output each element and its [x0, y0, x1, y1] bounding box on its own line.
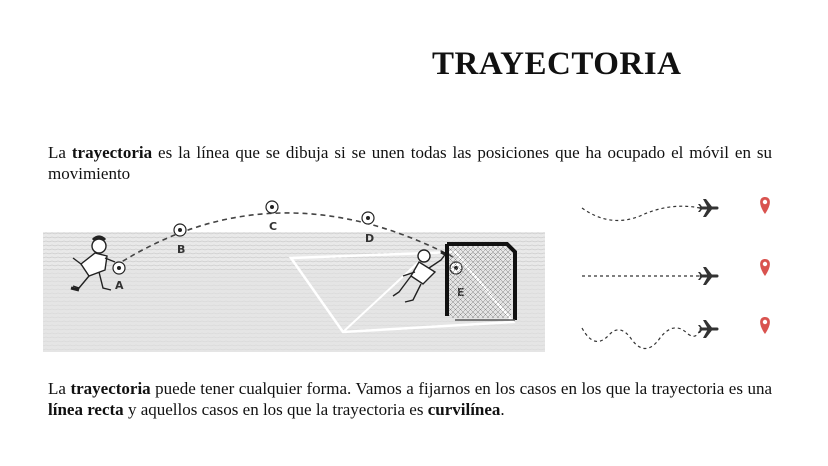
closing-text-2: puede tener cualquier forma. Vamos a fijarnos en los casos en los que la trayectoria es una: [150, 379, 772, 398]
closing-text-4: .: [500, 400, 505, 419]
location-pin-icon: [760, 259, 770, 276]
closing-text-1: La: [48, 379, 71, 398]
page-title: TRAYECTORIA: [432, 46, 682, 82]
wavy-path-row: [582, 317, 770, 349]
airplane-icon: [698, 320, 717, 338]
point-label-a: A: [115, 279, 124, 292]
airplane-icon: [698, 199, 717, 217]
trajectory-types-illustration: [570, 188, 790, 358]
ball-c: [266, 201, 278, 213]
intro-text-start: La: [48, 143, 72, 162]
closing-term-linea-recta: línea recta: [48, 400, 124, 419]
location-pin-icon: [760, 197, 770, 214]
intro-text-rest: es la línea que se dibuja si se unen todas las posiciones que ha ocupado el móvil en su movimiento: [48, 143, 772, 183]
point-label-d: D: [365, 232, 375, 245]
intro-term: trayectoria: [71, 143, 153, 162]
closing-term-trayectoria: trayectoria: [70, 379, 151, 398]
airplane-icon: [698, 267, 717, 285]
location-pin-icon: [760, 317, 770, 334]
soccer-trajectory-illustration: [43, 192, 545, 352]
closing-term-curvilinea: curvilínea: [427, 400, 501, 419]
ball-d: [362, 212, 374, 224]
straight-path-row: [582, 259, 770, 285]
ball-a: [113, 262, 125, 274]
point-label-b: B: [177, 243, 186, 256]
ball-b: [174, 224, 186, 236]
curved-path-row: [582, 197, 770, 221]
closing-paragraph: [48, 378, 772, 420]
goal-net: [447, 244, 515, 320]
intro-paragraph: [48, 142, 772, 184]
closing-text-3: y aquellos casos en los que la trayectoria es: [123, 400, 428, 419]
point-label-c: C: [269, 220, 278, 233]
